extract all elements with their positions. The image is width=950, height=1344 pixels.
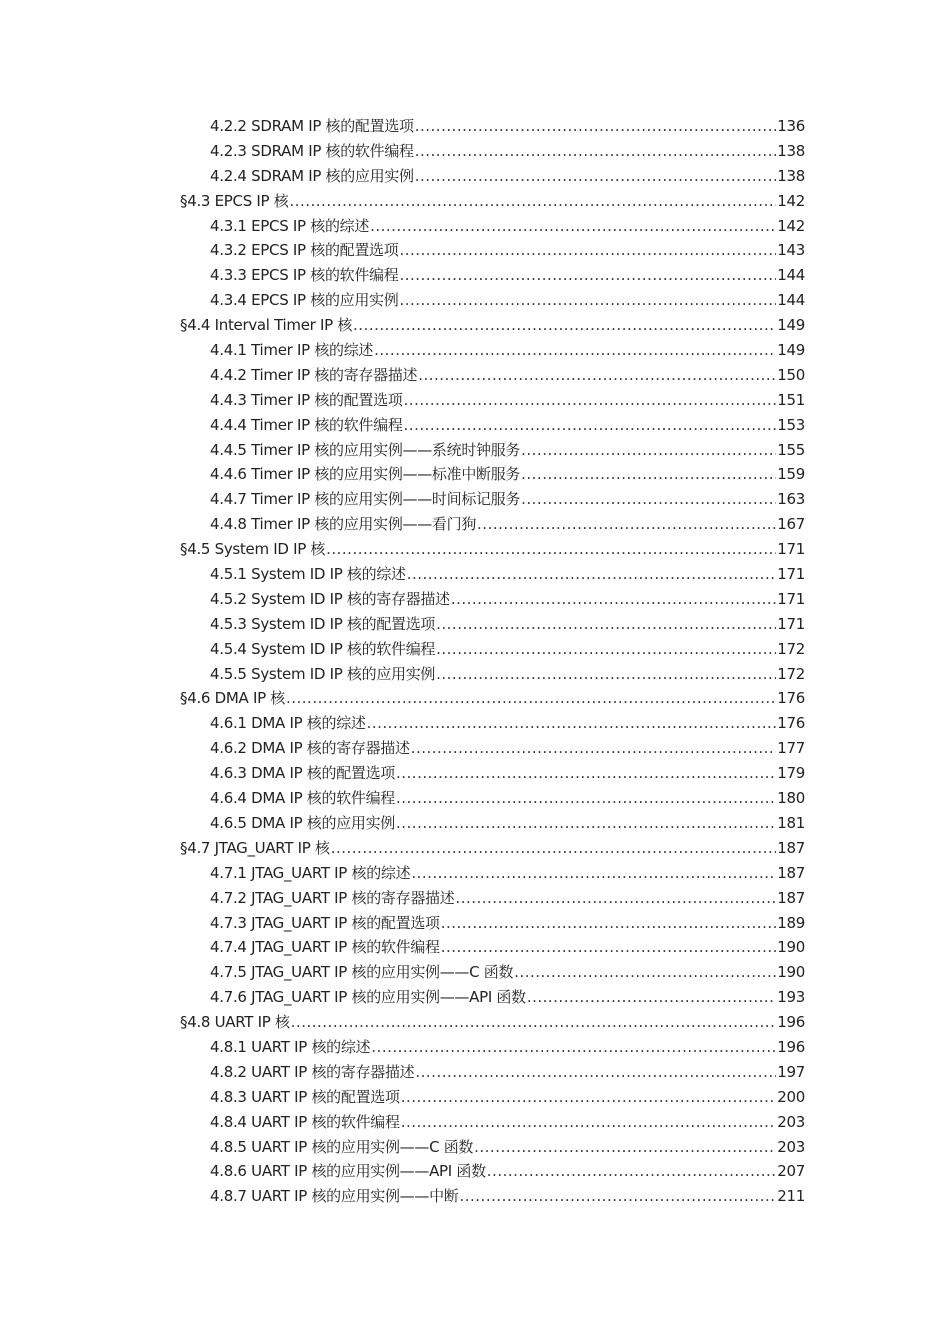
- toc-entry-title: 4.6.2 DMA IP 核的寄存器描述: [210, 739, 410, 758]
- toc-subsection-entry[interactable]: [0, 462, 950, 487]
- toc-dot-leader: [396, 786, 776, 811]
- toc-entry-title: 4.4.7 Timer IP 核的应用实例——时间标记服务: [210, 490, 521, 509]
- toc-subsection-entry[interactable]: [0, 1135, 950, 1160]
- toc-subsection-entry[interactable]: [0, 985, 950, 1010]
- toc-dot-leader: [455, 886, 776, 911]
- toc-dot-leader: [370, 214, 776, 239]
- toc-page-number: 193: [777, 988, 805, 1007]
- toc-dot-leader: [415, 1060, 776, 1085]
- toc-entry-line: [180, 836, 805, 861]
- toc-entry-title: 4.4.6 Timer IP 核的应用实例——标准中断服务: [210, 465, 521, 484]
- toc-page-number: 143: [777, 241, 805, 260]
- toc-entry-title: 4.8.6 UART IP 核的应用实例——API 函数: [210, 1162, 486, 1181]
- toc-page-number: 144: [777, 291, 805, 310]
- toc-entry-title: 4.5.3 System ID IP 核的配置选项: [210, 614, 436, 633]
- toc-entry-title: 4.8.7 UART IP 核的应用实例——中断: [210, 1187, 459, 1206]
- toc-entry-title: 4.6.1 DMA IP 核的综述: [210, 714, 366, 733]
- toc-entry-line: [210, 338, 805, 363]
- toc-subsection-entry[interactable]: [0, 1085, 950, 1110]
- toc-dot-leader: [441, 911, 777, 936]
- toc-entry-title: 4.4.8 Timer IP 核的应用实例——看门狗: [210, 515, 477, 534]
- toc-subsection-entry[interactable]: [0, 263, 950, 288]
- toc-entry-line: [210, 786, 805, 811]
- toc-dot-leader: [477, 512, 776, 537]
- toc-entry-title: §4.5 System ID IP 核: [180, 540, 326, 559]
- toc-dot-leader: [331, 836, 777, 861]
- toc-page-number: 171: [777, 589, 805, 608]
- toc-page-number: 190: [777, 963, 805, 982]
- toc-entry-line: [180, 1010, 805, 1035]
- toc-page-number: 203: [777, 1112, 805, 1131]
- toc-dot-leader: [474, 1135, 776, 1160]
- toc-entry-line: [180, 189, 805, 214]
- toc-page-number: 187: [777, 888, 805, 907]
- toc-entry-line: [210, 462, 805, 487]
- toc-dot-leader: [374, 338, 776, 363]
- toc-page-number: 167: [777, 515, 805, 534]
- toc-entry-line: [210, 761, 805, 786]
- toc-dot-leader: [396, 761, 776, 786]
- toc-entry-title: 4.8.2 UART IP 核的寄存器描述: [210, 1062, 415, 1081]
- toc-subsection-entry[interactable]: [0, 960, 950, 985]
- toc-dot-leader: [415, 164, 777, 189]
- toc-page-number: 159: [777, 465, 805, 484]
- toc-subsection-entry[interactable]: [0, 786, 950, 811]
- toc-page-number: 155: [777, 440, 805, 459]
- toc-entry-line: [210, 139, 805, 164]
- toc-dot-leader: [396, 811, 776, 836]
- toc-dot-leader: [411, 861, 776, 886]
- toc-entry-title: 4.6.5 DMA IP 核的应用实例: [210, 813, 395, 832]
- toc-entry-line: [210, 438, 805, 463]
- toc-entry-title: §4.7 JTAG_UART IP 核: [180, 838, 330, 857]
- toc-dot-leader: [411, 736, 777, 761]
- toc-entry-line: [210, 886, 805, 911]
- toc-entry-title: 4.7.2 JTAG_UART IP 核的寄存器描述: [210, 888, 455, 907]
- toc-subsection-entry[interactable]: [0, 1159, 950, 1184]
- toc-entry-title: 4.5.5 System ID IP 核的应用实例: [210, 664, 436, 683]
- toc-subsection-entry[interactable]: [0, 911, 950, 936]
- toc-entry-line: [210, 1060, 805, 1085]
- toc-entry-title: 4.4.4 Timer IP 核的软件编程: [210, 415, 403, 434]
- toc-entry-line: [210, 1184, 805, 1209]
- toc-entry-line: [210, 214, 805, 239]
- toc-dot-leader: [289, 189, 776, 214]
- toc-page-number: 142: [777, 216, 805, 235]
- toc-subsection-entry[interactable]: [0, 637, 950, 662]
- toc-entry-line: [180, 537, 805, 562]
- toc-entry-title: §4.3 EPCS IP 核: [180, 191, 289, 210]
- toc-entry-line: [210, 164, 805, 189]
- toc-page-number: 149: [777, 316, 805, 335]
- toc-dot-leader: [514, 960, 776, 985]
- toc-dot-leader: [521, 487, 776, 512]
- toc-subsection-entry[interactable]: [0, 1035, 950, 1060]
- toc-subsection-entry[interactable]: [0, 363, 950, 388]
- toc-page-number: 189: [777, 913, 805, 932]
- toc-entry-line: [210, 363, 805, 388]
- toc-page-number: 200: [777, 1087, 805, 1106]
- toc-entry-line: [210, 1085, 805, 1110]
- toc-entry-line: [210, 413, 805, 438]
- toc-entry-title: 4.3.3 EPCS IP 核的软件编程: [210, 266, 399, 285]
- toc-subsection-entry[interactable]: [0, 612, 950, 637]
- toc-subsection-entry[interactable]: [0, 487, 950, 512]
- toc-entry-line: [210, 1035, 805, 1060]
- toc-dot-leader: [286, 686, 776, 711]
- toc-entry-title: 4.8.5 UART IP 核的应用实例——C 函数: [210, 1137, 474, 1156]
- toc-page-number: 171: [777, 565, 805, 584]
- toc-entry-line: [210, 512, 805, 537]
- toc-entry-title: 4.3.1 EPCS IP 核的综述: [210, 216, 370, 235]
- toc-entry-line: [210, 662, 805, 687]
- toc-page-number: 176: [777, 714, 805, 733]
- toc-entry-title: 4.6.4 DMA IP 核的软件编程: [210, 789, 395, 808]
- toc-page-number: 180: [777, 789, 805, 808]
- toc-entry-title: 4.7.5 JTAG_UART IP 核的应用实例——C 函数: [210, 963, 514, 982]
- toc-entry-title: 4.5.4 System ID IP 核的软件编程: [210, 639, 436, 658]
- toc-entry-title: 4.3.4 EPCS IP 核的应用实例: [210, 291, 399, 310]
- toc-dot-leader: [436, 637, 776, 662]
- toc-subsection-entry[interactable]: [0, 761, 950, 786]
- toc-section-entry[interactable]: [0, 836, 950, 861]
- toc-entry-line: [210, 711, 805, 736]
- toc-dot-leader: [415, 139, 777, 164]
- toc-entry-line: [210, 811, 805, 836]
- toc-entry-title: §4.6 DMA IP 核: [180, 689, 285, 708]
- toc-entry-title: 4.6.3 DMA IP 核的配置选项: [210, 764, 395, 783]
- toc-entry-line: [210, 612, 805, 637]
- toc-subsection-entry[interactable]: [0, 288, 950, 313]
- toc-subsection-entry[interactable]: [0, 438, 950, 463]
- toc-entry-line: [210, 388, 805, 413]
- toc-entry-line: [210, 736, 805, 761]
- toc-page-number: 150: [777, 365, 805, 384]
- toc-entry-title: 4.4.2 Timer IP 核的寄存器描述: [210, 365, 418, 384]
- toc-dot-leader: [436, 612, 776, 637]
- toc-entry-line: [210, 637, 805, 662]
- toc-subsection-entry[interactable]: [0, 164, 950, 189]
- toc-dot-leader: [404, 413, 777, 438]
- toc-subsection-entry[interactable]: [0, 935, 950, 960]
- toc-dot-leader: [415, 114, 777, 139]
- toc-dot-leader: [527, 985, 776, 1010]
- toc-dot-leader: [291, 1010, 777, 1035]
- toc-page-number: 196: [777, 1013, 805, 1032]
- toc-dot-leader: [399, 238, 776, 263]
- toc-subsection-entry[interactable]: [0, 736, 950, 761]
- toc-subsection-entry[interactable]: [0, 1110, 950, 1135]
- toc-dot-leader: [367, 711, 777, 736]
- toc-page-number: 138: [777, 141, 805, 160]
- toc-page-number: 172: [777, 639, 805, 658]
- toc-dot-leader: [521, 462, 776, 487]
- toc-entry-line: [210, 1135, 805, 1160]
- toc-page-number: 203: [777, 1137, 805, 1156]
- toc-page-number: 171: [777, 540, 805, 559]
- toc-page-number: 179: [777, 764, 805, 783]
- toc-subsection-entry[interactable]: [0, 1184, 950, 1209]
- toc-entry-line: [210, 263, 805, 288]
- toc-entry-title: 4.7.1 JTAG_UART IP 核的综述: [210, 863, 411, 882]
- toc-entry-title: 4.2.2 SDRAM IP 核的配置选项: [210, 117, 414, 135]
- toc-entry-line: [210, 1159, 805, 1184]
- toc-section-entry[interactable]: [0, 686, 950, 711]
- toc-page-number: 181: [777, 813, 805, 832]
- toc-subsection-entry[interactable]: [0, 711, 950, 736]
- toc-subsection-entry[interactable]: [0, 214, 950, 239]
- toc-entry-line: [180, 313, 805, 338]
- toc-page-number: 151: [777, 390, 805, 409]
- toc-subsection-entry[interactable]: [0, 238, 950, 263]
- toc-dot-leader: [371, 1035, 776, 1060]
- toc-dot-leader: [459, 1184, 776, 1209]
- toc-page-number: 177: [777, 739, 805, 758]
- toc-entry-line: [210, 587, 805, 612]
- toc-entry-title: 4.5.2 System ID IP 核的寄存器描述: [210, 589, 450, 608]
- toc-section-entry[interactable]: [0, 189, 950, 214]
- toc-page-number: 196: [777, 1037, 805, 1056]
- toc-entry-line: [210, 861, 805, 886]
- toc-entry-line: [210, 935, 805, 960]
- toc-entry-line: [210, 911, 805, 936]
- toc-page-number: 144: [777, 266, 805, 285]
- toc-dot-leader: [441, 935, 777, 960]
- toc-entry-title: 4.4.5 Timer IP 核的应用实例——系统时钟服务: [210, 440, 521, 459]
- toc-page-number: 163: [777, 490, 805, 509]
- toc-page-number: 172: [777, 664, 805, 683]
- toc-entry-title: 4.3.2 EPCS IP 核的配置选项: [210, 241, 399, 260]
- toc-entry-line: [210, 114, 805, 139]
- toc-entry-line: [210, 288, 805, 313]
- toc-entry-line: [210, 960, 805, 985]
- toc-dot-leader: [401, 1110, 777, 1135]
- toc-subsection-entry[interactable]: [0, 139, 950, 164]
- toc-section-entry[interactable]: [0, 537, 950, 562]
- toc-section-entry[interactable]: [0, 313, 950, 338]
- toc-subsection-entry[interactable]: [0, 1060, 950, 1085]
- toc-entry-title: 4.7.3 JTAG_UART IP 核的配置选项: [210, 913, 440, 932]
- table-of-contents: [0, 114, 950, 1209]
- toc-dot-leader: [436, 662, 776, 687]
- toc-entry-line: [210, 985, 805, 1010]
- toc-dot-leader: [407, 562, 777, 587]
- toc-entry-title: 4.2.4 SDRAM IP 核的应用实例: [210, 166, 414, 185]
- toc-dot-leader: [487, 1159, 776, 1184]
- toc-entry-line: [210, 487, 805, 512]
- toc-subsection-entry[interactable]: [0, 587, 950, 612]
- toc-entry-title: 4.8.4 UART IP 核的软件编程: [210, 1112, 400, 1131]
- toc-dot-leader: [521, 438, 776, 463]
- toc-dot-leader: [399, 263, 776, 288]
- toc-dot-leader: [353, 313, 776, 338]
- toc-dot-leader: [401, 1085, 777, 1110]
- toc-entry-line: [180, 686, 805, 711]
- toc-subsection-entry[interactable]: [0, 662, 950, 687]
- toc-dot-leader: [399, 288, 776, 313]
- toc-page-number: 171: [777, 614, 805, 633]
- toc-entry-title: §4.4 Interval Timer IP 核: [180, 316, 353, 335]
- toc-page-number: 187: [777, 863, 805, 882]
- toc-section-entry[interactable]: [0, 1010, 950, 1035]
- toc-entry-title: 4.5.1 System ID IP 核的综述: [210, 565, 406, 584]
- toc-entry-title: 4.4.3 Timer IP 核的配置选项: [210, 390, 403, 409]
- toc-subsection-entry[interactable]: [0, 338, 950, 363]
- toc-dot-leader: [451, 587, 776, 612]
- toc-page-number: 138: [777, 166, 805, 185]
- toc-entry-title: 4.2.3 SDRAM IP 核的软件编程: [210, 141, 414, 160]
- toc-subsection-entry[interactable]: [0, 861, 950, 886]
- toc-page-number: 153: [777, 415, 805, 434]
- toc-entry-line: [210, 238, 805, 263]
- toc-page-number: 187: [777, 838, 805, 857]
- toc-page-number: 207: [777, 1162, 805, 1181]
- toc-dot-leader: [404, 388, 777, 413]
- toc-page-number: 149: [777, 341, 805, 360]
- toc-entry-title: 4.8.3 UART IP 核的配置选项: [210, 1087, 400, 1106]
- toc-page-number: 211: [777, 1187, 805, 1206]
- toc-page-number: 142: [777, 191, 805, 210]
- toc-page-number: 176: [777, 689, 805, 708]
- toc-subsection-entry[interactable]: [0, 562, 950, 587]
- toc-entry-title: §4.8 UART IP 核: [180, 1013, 290, 1032]
- toc-subsection-entry[interactable]: [0, 811, 950, 836]
- toc-page-number: 190: [777, 938, 805, 957]
- toc-page-number: 197: [777, 1062, 805, 1081]
- toc-dot-leader: [418, 363, 776, 388]
- toc-entry-line: [210, 562, 805, 587]
- toc-subsection-entry[interactable]: [0, 413, 950, 438]
- toc-subsection-entry[interactable]: [0, 114, 950, 139]
- toc-entry-title: 4.4.1 Timer IP 核的综述: [210, 341, 374, 360]
- toc-entry-title: 4.7.6 JTAG_UART IP 核的应用实例——API 函数: [210, 988, 526, 1007]
- toc-subsection-entry[interactable]: [0, 512, 950, 537]
- toc-subsection-entry[interactable]: [0, 886, 950, 911]
- toc-entry-title: 4.7.4 JTAG_UART IP 核的软件编程: [210, 938, 440, 957]
- toc-page-number: 136: [777, 117, 805, 135]
- toc-entry-title: 4.8.1 UART IP 核的综述: [210, 1037, 371, 1056]
- toc-dot-leader: [326, 537, 776, 562]
- toc-subsection-entry[interactable]: [0, 388, 950, 413]
- toc-entry-line: [210, 1110, 805, 1135]
